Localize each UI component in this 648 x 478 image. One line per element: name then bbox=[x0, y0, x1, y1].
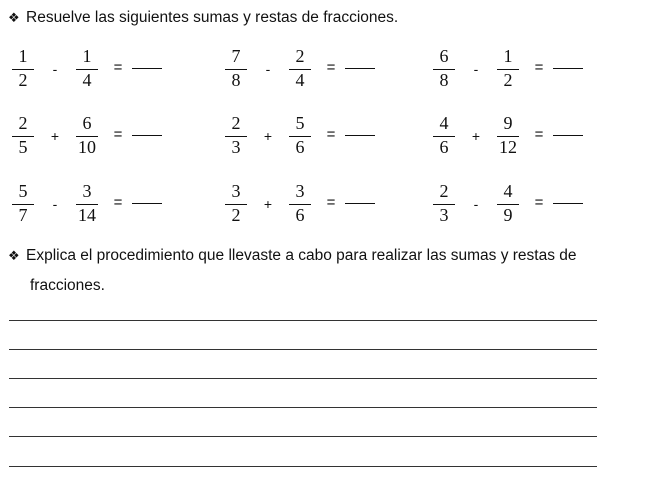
answer-line[interactable] bbox=[9, 407, 597, 408]
fraction-exercise bbox=[429, 179, 629, 235]
answer-blank[interactable] bbox=[132, 135, 162, 136]
equals-sign: = bbox=[326, 59, 336, 76]
operator-sign: + bbox=[263, 128, 273, 144]
numerator: 1 bbox=[503, 46, 513, 66]
numerator: 7 bbox=[231, 46, 241, 66]
fraction-exercise bbox=[429, 111, 629, 167]
numerator: 6 bbox=[439, 46, 449, 66]
equals-sign: = bbox=[534, 194, 544, 211]
fraction-a bbox=[429, 111, 459, 161]
fraction-a bbox=[221, 111, 251, 161]
answer-blank[interactable] bbox=[553, 135, 583, 136]
denominator: 12 bbox=[499, 137, 517, 157]
fraction-exercise bbox=[8, 179, 208, 235]
instruction-1-text: Resuelve las siguientes sumas y restas de fracciones. bbox=[26, 9, 399, 26]
exercise-row bbox=[0, 179, 648, 235]
answer-blank[interactable] bbox=[345, 68, 375, 69]
numerator: 4 bbox=[439, 113, 449, 133]
equals-sign: = bbox=[326, 194, 336, 211]
fraction-b bbox=[493, 111, 523, 161]
fraction-b bbox=[285, 179, 315, 229]
numerator: 1 bbox=[82, 46, 92, 66]
answer-line[interactable] bbox=[9, 378, 597, 379]
answer-line[interactable] bbox=[9, 320, 597, 321]
answer-blank[interactable] bbox=[553, 203, 583, 204]
answer-line[interactable] bbox=[9, 349, 597, 350]
fraction-a bbox=[221, 179, 251, 229]
fraction-exercise bbox=[221, 179, 421, 235]
operator-sign: - bbox=[265, 61, 271, 77]
equals-sign: = bbox=[113, 59, 123, 76]
denominator: 14 bbox=[78, 205, 96, 225]
fraction-a bbox=[8, 44, 38, 94]
operator-sign: + bbox=[471, 128, 481, 144]
numerator: 2 bbox=[295, 46, 305, 66]
denominator: 6 bbox=[439, 137, 449, 157]
fraction-a bbox=[429, 179, 459, 229]
fraction-b bbox=[493, 179, 523, 229]
numerator: 2 bbox=[18, 113, 28, 133]
denominator: 4 bbox=[295, 70, 305, 90]
operator-sign: - bbox=[52, 196, 58, 212]
numerator: 3 bbox=[82, 181, 92, 201]
fraction-a bbox=[221, 44, 251, 94]
fraction-b bbox=[72, 44, 102, 94]
numerator: 1 bbox=[18, 46, 28, 66]
denominator: 6 bbox=[295, 137, 305, 157]
fraction-b bbox=[285, 44, 315, 94]
operator-sign: - bbox=[52, 61, 58, 77]
answer-blank[interactable] bbox=[553, 68, 583, 69]
operator-sign: - bbox=[473, 196, 479, 212]
fraction-b bbox=[285, 111, 315, 161]
denominator: 2 bbox=[18, 70, 28, 90]
denominator: 10 bbox=[78, 137, 96, 157]
equals-sign: = bbox=[534, 126, 544, 143]
instruction-2-text-continued: fracciones. bbox=[30, 277, 105, 294]
denominator: 7 bbox=[18, 205, 28, 225]
operator-sign: + bbox=[263, 196, 273, 212]
numerator: 2 bbox=[439, 181, 449, 201]
diamond-bullet-icon: ❖ bbox=[8, 10, 20, 25]
denominator: 3 bbox=[231, 137, 241, 157]
instruction-2-text: Explica el procedimiento que llevaste a cabo para realizar las sumas y restas de bbox=[26, 247, 577, 264]
fraction-b bbox=[493, 44, 523, 94]
denominator: 2 bbox=[503, 70, 513, 90]
denominator: 8 bbox=[231, 70, 241, 90]
denominator: 8 bbox=[439, 70, 449, 90]
fraction-exercise bbox=[221, 111, 421, 167]
numerator: 5 bbox=[18, 181, 28, 201]
exercise-row bbox=[0, 44, 648, 100]
answer-line[interactable] bbox=[9, 466, 597, 467]
equals-sign: = bbox=[534, 59, 544, 76]
numerator: 3 bbox=[295, 181, 305, 201]
numerator: 6 bbox=[82, 113, 92, 133]
numerator: 3 bbox=[231, 181, 241, 201]
fraction-b bbox=[72, 179, 102, 229]
exercise-row bbox=[0, 111, 648, 167]
numerator: 2 bbox=[231, 113, 241, 133]
numerator: 9 bbox=[503, 113, 513, 133]
denominator: 6 bbox=[295, 205, 305, 225]
fraction-a bbox=[429, 44, 459, 94]
equals-sign: = bbox=[113, 126, 123, 143]
fraction-a bbox=[8, 111, 38, 161]
operator-sign: + bbox=[50, 128, 60, 144]
equals-sign: = bbox=[326, 126, 336, 143]
fraction-exercise bbox=[8, 44, 208, 100]
denominator: 9 bbox=[503, 205, 513, 225]
operator-sign: - bbox=[473, 61, 479, 77]
denominator: 3 bbox=[439, 205, 449, 225]
fraction-exercise bbox=[429, 44, 629, 100]
numerator: 5 bbox=[295, 113, 305, 133]
fraction-b bbox=[72, 111, 102, 161]
denominator: 5 bbox=[18, 137, 28, 157]
answer-line[interactable] bbox=[9, 436, 597, 437]
answer-blank[interactable] bbox=[132, 68, 162, 69]
instruction-1 bbox=[8, 3, 628, 33]
answer-blank[interactable] bbox=[132, 203, 162, 204]
fraction-exercise bbox=[8, 111, 208, 167]
answer-blank[interactable] bbox=[345, 203, 375, 204]
instruction-2 bbox=[8, 241, 628, 301]
fraction-exercise bbox=[221, 44, 421, 100]
numerator: 4 bbox=[503, 181, 513, 201]
denominator: 4 bbox=[82, 70, 92, 90]
fraction-a bbox=[8, 179, 38, 229]
equals-sign: = bbox=[113, 194, 123, 211]
answer-blank[interactable] bbox=[345, 135, 375, 136]
diamond-bullet-icon: ❖ bbox=[8, 248, 20, 263]
denominator: 2 bbox=[231, 205, 241, 225]
